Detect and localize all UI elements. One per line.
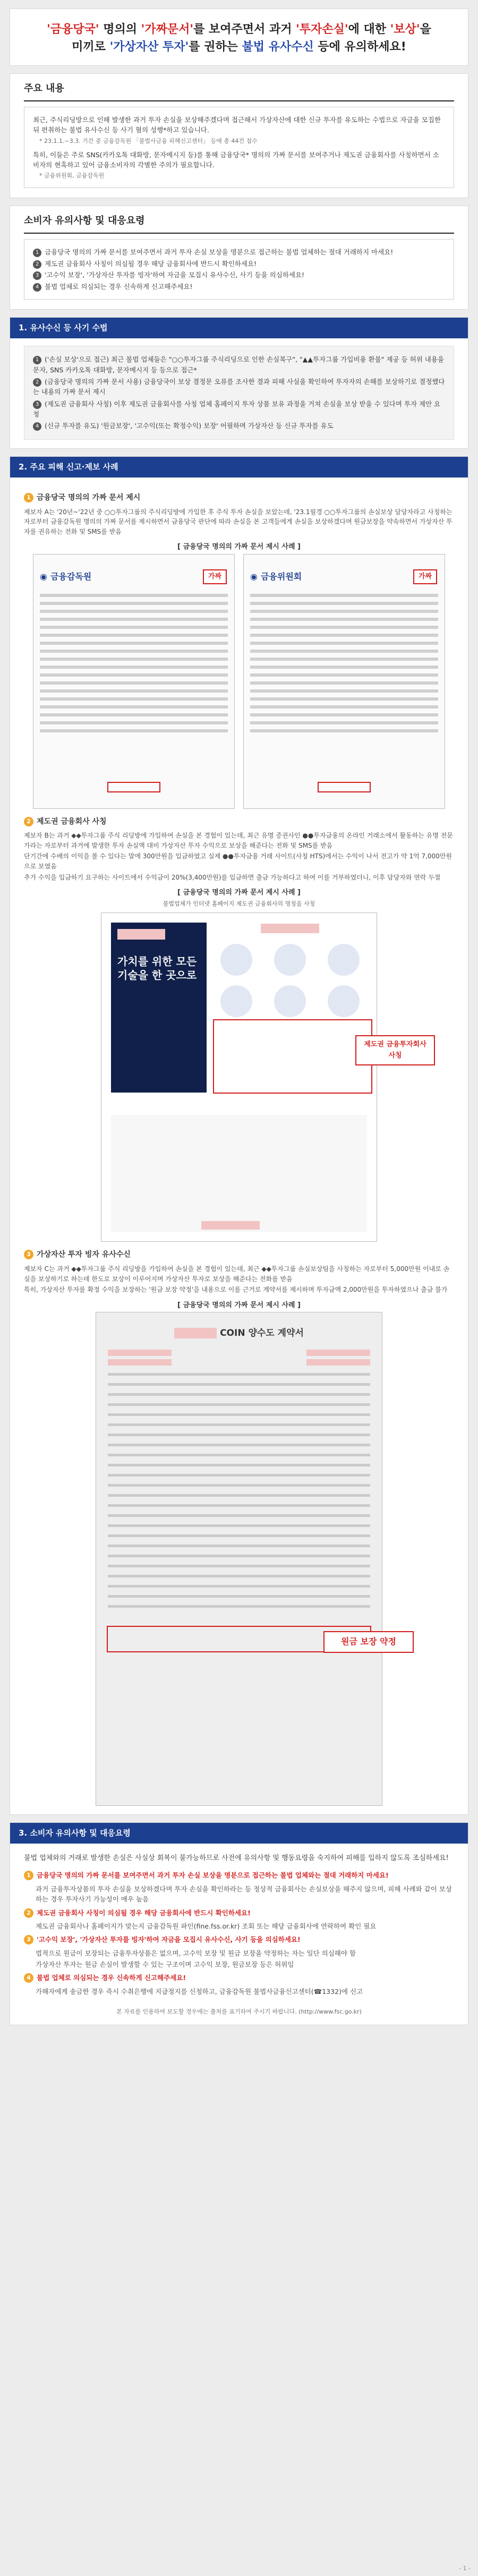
case-2-title bbox=[24, 816, 454, 828]
number-badge: 3 bbox=[24, 1935, 33, 1944]
headline-fragment: 에 대한 bbox=[348, 23, 390, 36]
case-1-body: 제보자 A는 '20년~'22년 중 ○○투자그룹의 주식리딩방에 가입한 후 주식 투자 손실을 보았는데, '23.1월경 ○○투자그룹의 손실보상 담당자라고 사칭하는 자로부터 금융감독원 명의의 가짜 문서를 제시하면서 금융당국 판단에 따라 손실을 본 고객들에게 손실을 보상하겠다며 원금보장을 약속하면서 가상자산 투자를 권유하는 전화 및 SMS를 받음 bbox=[24, 508, 453, 535]
fake-website-screenshot bbox=[101, 912, 426, 1242]
fake-tag: 가짜 bbox=[413, 569, 437, 584]
tip-item bbox=[33, 259, 445, 269]
redacted-field bbox=[108, 1359, 172, 1366]
summary-para-1: 최근, 주식리딩방으로 인해 발생한 과거 투자 손실을 보상해주겠다며 접근해서 가상자산에 대한 신규 투자를 유도하는 수법으로 자금을 모집한 뒤 편취하는 불법 유사수신 등 사기 혐의 성행*하고 있습니다. bbox=[33, 115, 441, 134]
guidance-item bbox=[24, 1870, 454, 1880]
guidance-title: 제도권 금융회사 사칭이 의심될 경우 해당 금융회사에 반드시 확인하세요! bbox=[37, 1908, 251, 1917]
method-text: (제도권 금융회사 사칭) 이후 제도권 금융회사를 사칭 업체 홈페이지 투자 상품 보유 과정을 거쳐 손실을 보상 받을 수 있다며 투자 제안 요청 bbox=[33, 399, 441, 418]
fss-logo bbox=[40, 570, 228, 584]
headline-fragment: 불법 유사수신 bbox=[242, 40, 314, 54]
case-1-caption: [ 금융당국 명의의 가짜 문서 제시 사례 ] bbox=[177, 543, 301, 551]
tips-box bbox=[24, 239, 454, 300]
headline-fragment: 를 보여주면서 과거 bbox=[193, 23, 296, 36]
tip-text: 금융당국 명의의 가짜 문서를 보여주면서 과거 투자 손실 보상을 명분으로 접근하는 불법 업체하는 절대 거래하지 마세요! bbox=[45, 248, 394, 257]
case-3-bullet: 특히, 가상자산 투자를 확정 수익을 보장하는 '원금 보장 약정'을 내용으로 이를 근거로 계약서를 제시하며 투자금액 2,000만원을 투자하였으나 출금 불가 bbox=[24, 1286, 448, 1294]
headline-fragment: 을 bbox=[420, 23, 431, 36]
case-2-subcaption: 불법업체가 인터넷 홈페이지 제도권 금융회사의 명칭을 사칭 bbox=[163, 900, 315, 908]
fake-document-fsc bbox=[243, 554, 445, 809]
fake-document-fss bbox=[33, 554, 235, 809]
principal-guarantee-callout: 원금 보장 약정 bbox=[323, 1631, 414, 1653]
case-3-text: 제보자 C는 과거 ◆◆투자그룹 주식 리딩방을 가입하여 손실을 본 경험이 있는데, 최근 ◆◆투자그룹 손실보상팀을 사칭하는 자로부터 5,000만원 이내로 손실을 보상하기로 하는데 한도로 보상이 이루어지며 가상자산 투자로 보상을 해준다는 전화를 받음 bbox=[24, 1265, 450, 1283]
number-badge: 2 bbox=[33, 260, 41, 269]
section-3-intro: 불법 업체와의 거래로 발생한 손실은 사실상 회복이 불가능하므로 사전에 유의사항 및 행동요령을 숙지하여 피해를 입하지 않도록 조심하세요! bbox=[24, 1854, 449, 1863]
website-icon-grid bbox=[213, 944, 367, 1017]
emblem-icon: ◉ bbox=[250, 571, 258, 582]
method-item bbox=[33, 377, 445, 397]
case-2-body bbox=[24, 831, 454, 882]
redacted-logo bbox=[117, 929, 165, 940]
method-item bbox=[33, 399, 445, 420]
case-3-caption: [ 금융당국 명의의 가짜 문서 제시 사례 ] bbox=[177, 1301, 301, 1309]
number-badge: 4 bbox=[33, 283, 41, 292]
guidance-bullet: 과거 금융투자상품의 투자 손실을 보상하겠다며 투자 손실을 확인하라는 등 정상적 금융회사는 손실보상을 해주지 않으며, 피해 사례와 같이 보상하는 경우 투자사기 가능성이 매우 높음 bbox=[36, 1884, 452, 1904]
redacted-seal bbox=[107, 782, 160, 792]
tip-text: 불법 업체로 의심되는 경우 신속하게 신고해주세요! bbox=[45, 282, 193, 291]
guidance-title: 금융당국 명의의 가짜 문서를 보여주면서 과거 투자 손실 보상을 명분으로 접근하는 불법 업체와는 절대 거래하지 마세요! bbox=[37, 1871, 389, 1880]
summary-box bbox=[24, 107, 454, 189]
headline-fragment: '가상자산 투자' bbox=[109, 40, 189, 54]
summary-note-2: * 금융위원회, 금융감독원 bbox=[39, 172, 105, 180]
case-2-text: 제보자 B는 과거 ◆◆투자그룹 주식 리딩방에 가입하여 손실을 본 경험이 있는데, 최근 유명 증권사인 ●●투자금융의 온라인 거래소에서 활동하는 유명 전문가라는 자로부터 과거에 발생한 투자 손실액 대비 가상자산 투자 수익으로 보상을 해준다는 전화 및 SMS를 받음 bbox=[24, 832, 453, 849]
redacted-name bbox=[174, 1328, 217, 1338]
method-text: (신규 투자를 유도) '원금보장', '고수익(또는 확정수익) 보장' 어필하며 가상자산 등 신규 투자를 유도 bbox=[45, 422, 334, 430]
summary-para-2: 특히, 이들은 주로 SNS(카카오톡 대화방, 문자메시지 등)를 통해 금융당국* 명의의 가짜 문서를 보여주거나 제도권 금융회사를 사칭하면서 소비자의 현혹하고 있어 금융소비자의 각별한 주의가 필요합니다. bbox=[33, 150, 439, 169]
hero-text: 가치를 위한 모든 기술을 한 곳으로 bbox=[117, 955, 197, 982]
summary-note-1: * 23.1.1.~3.3. 기간 중 금융감독원 「불법사금융 피해신고센터」 등에 총 44건 접수 bbox=[39, 137, 258, 144]
contract-party-row bbox=[108, 1350, 370, 1356]
case-title-text: 가상자산 투자 빙자 유사수신 bbox=[37, 1250, 131, 1259]
number-badge: 2 bbox=[24, 817, 33, 826]
guidance-bullets bbox=[24, 1948, 454, 1970]
number-badge: 1 bbox=[24, 493, 33, 502]
method-item bbox=[33, 354, 445, 375]
case-3-body bbox=[24, 1264, 454, 1295]
case-1-title bbox=[24, 492, 454, 504]
section-2 bbox=[10, 456, 468, 1815]
contract-party-row bbox=[108, 1359, 370, 1366]
method-text: ('손실 보상'으로 접근) 최근 불법 업체들은 "○○투자그룹 주식리딩으로 인한 손실복구", "▲▲투자그룹 가입비용 환불" 제공 등 허위 내용을 문자, SNS 카카오톡 대화방, 문자메시지 등 등으로 접근* bbox=[33, 355, 444, 374]
headline bbox=[26, 21, 452, 56]
summary-card bbox=[10, 73, 468, 198]
redacted-lines bbox=[40, 594, 228, 732]
guidance-title: '고수익 보장', '가상자산 투자를 빙자'하여 자금을 모집시 유사수신, 사기 등을 의심하세요! bbox=[37, 1935, 301, 1944]
section-1-box bbox=[24, 346, 454, 440]
headline-fragment: '보상' bbox=[390, 23, 420, 36]
headline-fragment: 미끼로 bbox=[72, 40, 110, 54]
contract-title bbox=[108, 1326, 370, 1340]
guidance-list bbox=[24, 1870, 454, 1997]
number-badge: 1 bbox=[24, 1871, 33, 1880]
headline-fragment: '가짜문서' bbox=[141, 23, 194, 36]
case-title-text: 제도권 금융회사 사칭 bbox=[37, 817, 107, 826]
headline-fragment: '투자손실' bbox=[296, 23, 348, 36]
headline-fragment: 명의의 bbox=[99, 23, 141, 36]
contract-lines bbox=[108, 1373, 370, 1608]
number-badge: 3 bbox=[33, 400, 41, 409]
emblem-icon: ◉ bbox=[40, 571, 47, 582]
case-2-caption: [ 금융당국 명의의 가짜 문서 제시 사례 ] bbox=[177, 889, 301, 897]
number-badge: 3 bbox=[33, 271, 41, 280]
method-item bbox=[33, 421, 445, 431]
case-2-bullet: 단기간에 수배의 이익을 볼 수 있다는 말에 300만원을 입금하였고 실제 ●●투자금융 거래 사이트(사칭 HTS)에서는 수익이 나서 전고가 약 1억 7,000만원으로 보였음 bbox=[24, 852, 453, 871]
guidance-bullet: 가상자산 투자는 원금 손실이 발생할 수 있는 구조이며 고수익 보장, 원금보장 등은 허위임 bbox=[36, 1960, 294, 1969]
tips-card bbox=[10, 206, 468, 309]
logo-text: 금융위원회 bbox=[260, 571, 302, 582]
redacted-lines bbox=[250, 594, 438, 732]
guidance-bullets bbox=[24, 1921, 454, 1931]
headline-fragment: 등에 유의하세요! bbox=[313, 40, 406, 54]
case-2-bullet: 추가 수익을 입금하기 요구하는 사이트에서 수익금이 20%(3,400만원)를 입금하면 출금 가능하다고 하여 이를 거부하였더니, 이후 담당자와 연락 두절 bbox=[24, 873, 441, 881]
redacted-field bbox=[108, 1350, 172, 1356]
section-1 bbox=[10, 317, 468, 449]
tip-text: '고수익 보장', '가상자산 투자를 빙자'하여 자금을 모집시 유사수신, 사기 등을 의심하세요! bbox=[45, 271, 305, 279]
section-3 bbox=[10, 1822, 468, 2025]
redacted-field bbox=[306, 1359, 370, 1366]
contract-title-text: COIN 양수도 계약서 bbox=[220, 1328, 304, 1339]
summary-title: 주요 내용 bbox=[24, 81, 454, 101]
impersonation-callout: 제도권 금융투자회사 사칭 bbox=[355, 1035, 435, 1065]
headline-fragment: '금융당국' bbox=[47, 23, 99, 36]
guidance-bullet: 가해자에게 송금한 경우 즉시 수취은행에 지급정지를 신청하고, 금융감독원 불법사금융신고센터(☎1332)에 신고 bbox=[36, 1987, 363, 1995]
case-3-title bbox=[24, 1249, 454, 1261]
number-badge: 2 bbox=[33, 378, 41, 387]
section-1-title: 1. 유사수신 등 사기 수법 bbox=[10, 318, 468, 338]
fsc-logo bbox=[250, 570, 438, 584]
case-title-text: 금융당국 명의의 가짜 문서 제시 bbox=[37, 493, 141, 502]
tips-title: 소비자 유의사항 및 대응요령 bbox=[24, 214, 454, 234]
number-badge: 1 bbox=[33, 249, 41, 257]
guidance-item bbox=[24, 1973, 454, 1983]
headline-fragment: 를 권하는 bbox=[189, 40, 242, 54]
logo-text: 금융감독원 bbox=[50, 571, 92, 582]
tip-item bbox=[33, 282, 445, 292]
fake-tag: 가짜 bbox=[203, 569, 227, 584]
number-badge: 3 bbox=[24, 1250, 33, 1259]
redacted-name bbox=[201, 1221, 260, 1230]
number-badge: 4 bbox=[24, 1973, 33, 1983]
guidance-bullet: 제도권 금융회사나 홈페이지가 맞는지 금융감독원 파인(fine.fss.or.kr) 조회 또는 해당 금융회사에 연락하여 확인 필요 bbox=[36, 1922, 377, 1930]
website-footer bbox=[111, 1115, 367, 1232]
redacted-seal bbox=[318, 782, 371, 792]
number-badge: 4 bbox=[33, 422, 41, 431]
header-banner bbox=[10, 8, 468, 66]
tip-text: 제도권 금융회사 사칭이 의심될 경우 해당 금융회사에 반드시 확인하세요! bbox=[45, 259, 257, 268]
section-3-title: 3. 소비자 유의사항 및 대응요령 bbox=[10, 1823, 468, 1844]
guidance-item bbox=[24, 1908, 454, 1918]
method-text: (금융당국 명의의 가짜 문서 사용) 금융당국이 보상 결정문 오류를 조사한 결과 피해 사실을 확인하여 투자자의 손해를 보상하기로 결정했다는 내용의 가짜 문서 제시 bbox=[33, 377, 445, 396]
section-2-title: 2. 주요 피해 신고·제보 사례 bbox=[10, 457, 468, 477]
guidance-title: 불법 업체로 의심되는 경우 신속하게 신고해주세요! bbox=[37, 1974, 186, 1982]
tip-item bbox=[33, 247, 445, 257]
fake-documents bbox=[24, 554, 454, 809]
guidance-item bbox=[24, 1934, 454, 1944]
number-badge: 2 bbox=[24, 1908, 33, 1918]
page-number: - 1 - bbox=[459, 2564, 471, 2572]
website-hero bbox=[111, 923, 207, 1093]
number-badge: 1 bbox=[33, 356, 41, 364]
tip-item bbox=[33, 270, 445, 280]
fake-contract bbox=[96, 1312, 396, 1806]
redacted-field bbox=[306, 1350, 370, 1356]
guidance-bullets bbox=[24, 1986, 454, 1997]
footer-note: 본 자료를 인용하여 보도할 경우에는 출처를 표기하여 주시기 바랍니다. (http://www.fsc.go.kr) bbox=[116, 2008, 362, 2016]
highlight-box bbox=[213, 1019, 372, 1094]
redacted-name bbox=[261, 924, 319, 933]
guidance-bullet: 법적으로 원금이 보장되는 금융투자상품은 없으며, 고수익 보장 및 원금 보장을 약정하는 자는 일단 의심해야 함 bbox=[36, 1949, 356, 1957]
guidance-bullets bbox=[24, 1884, 454, 1905]
